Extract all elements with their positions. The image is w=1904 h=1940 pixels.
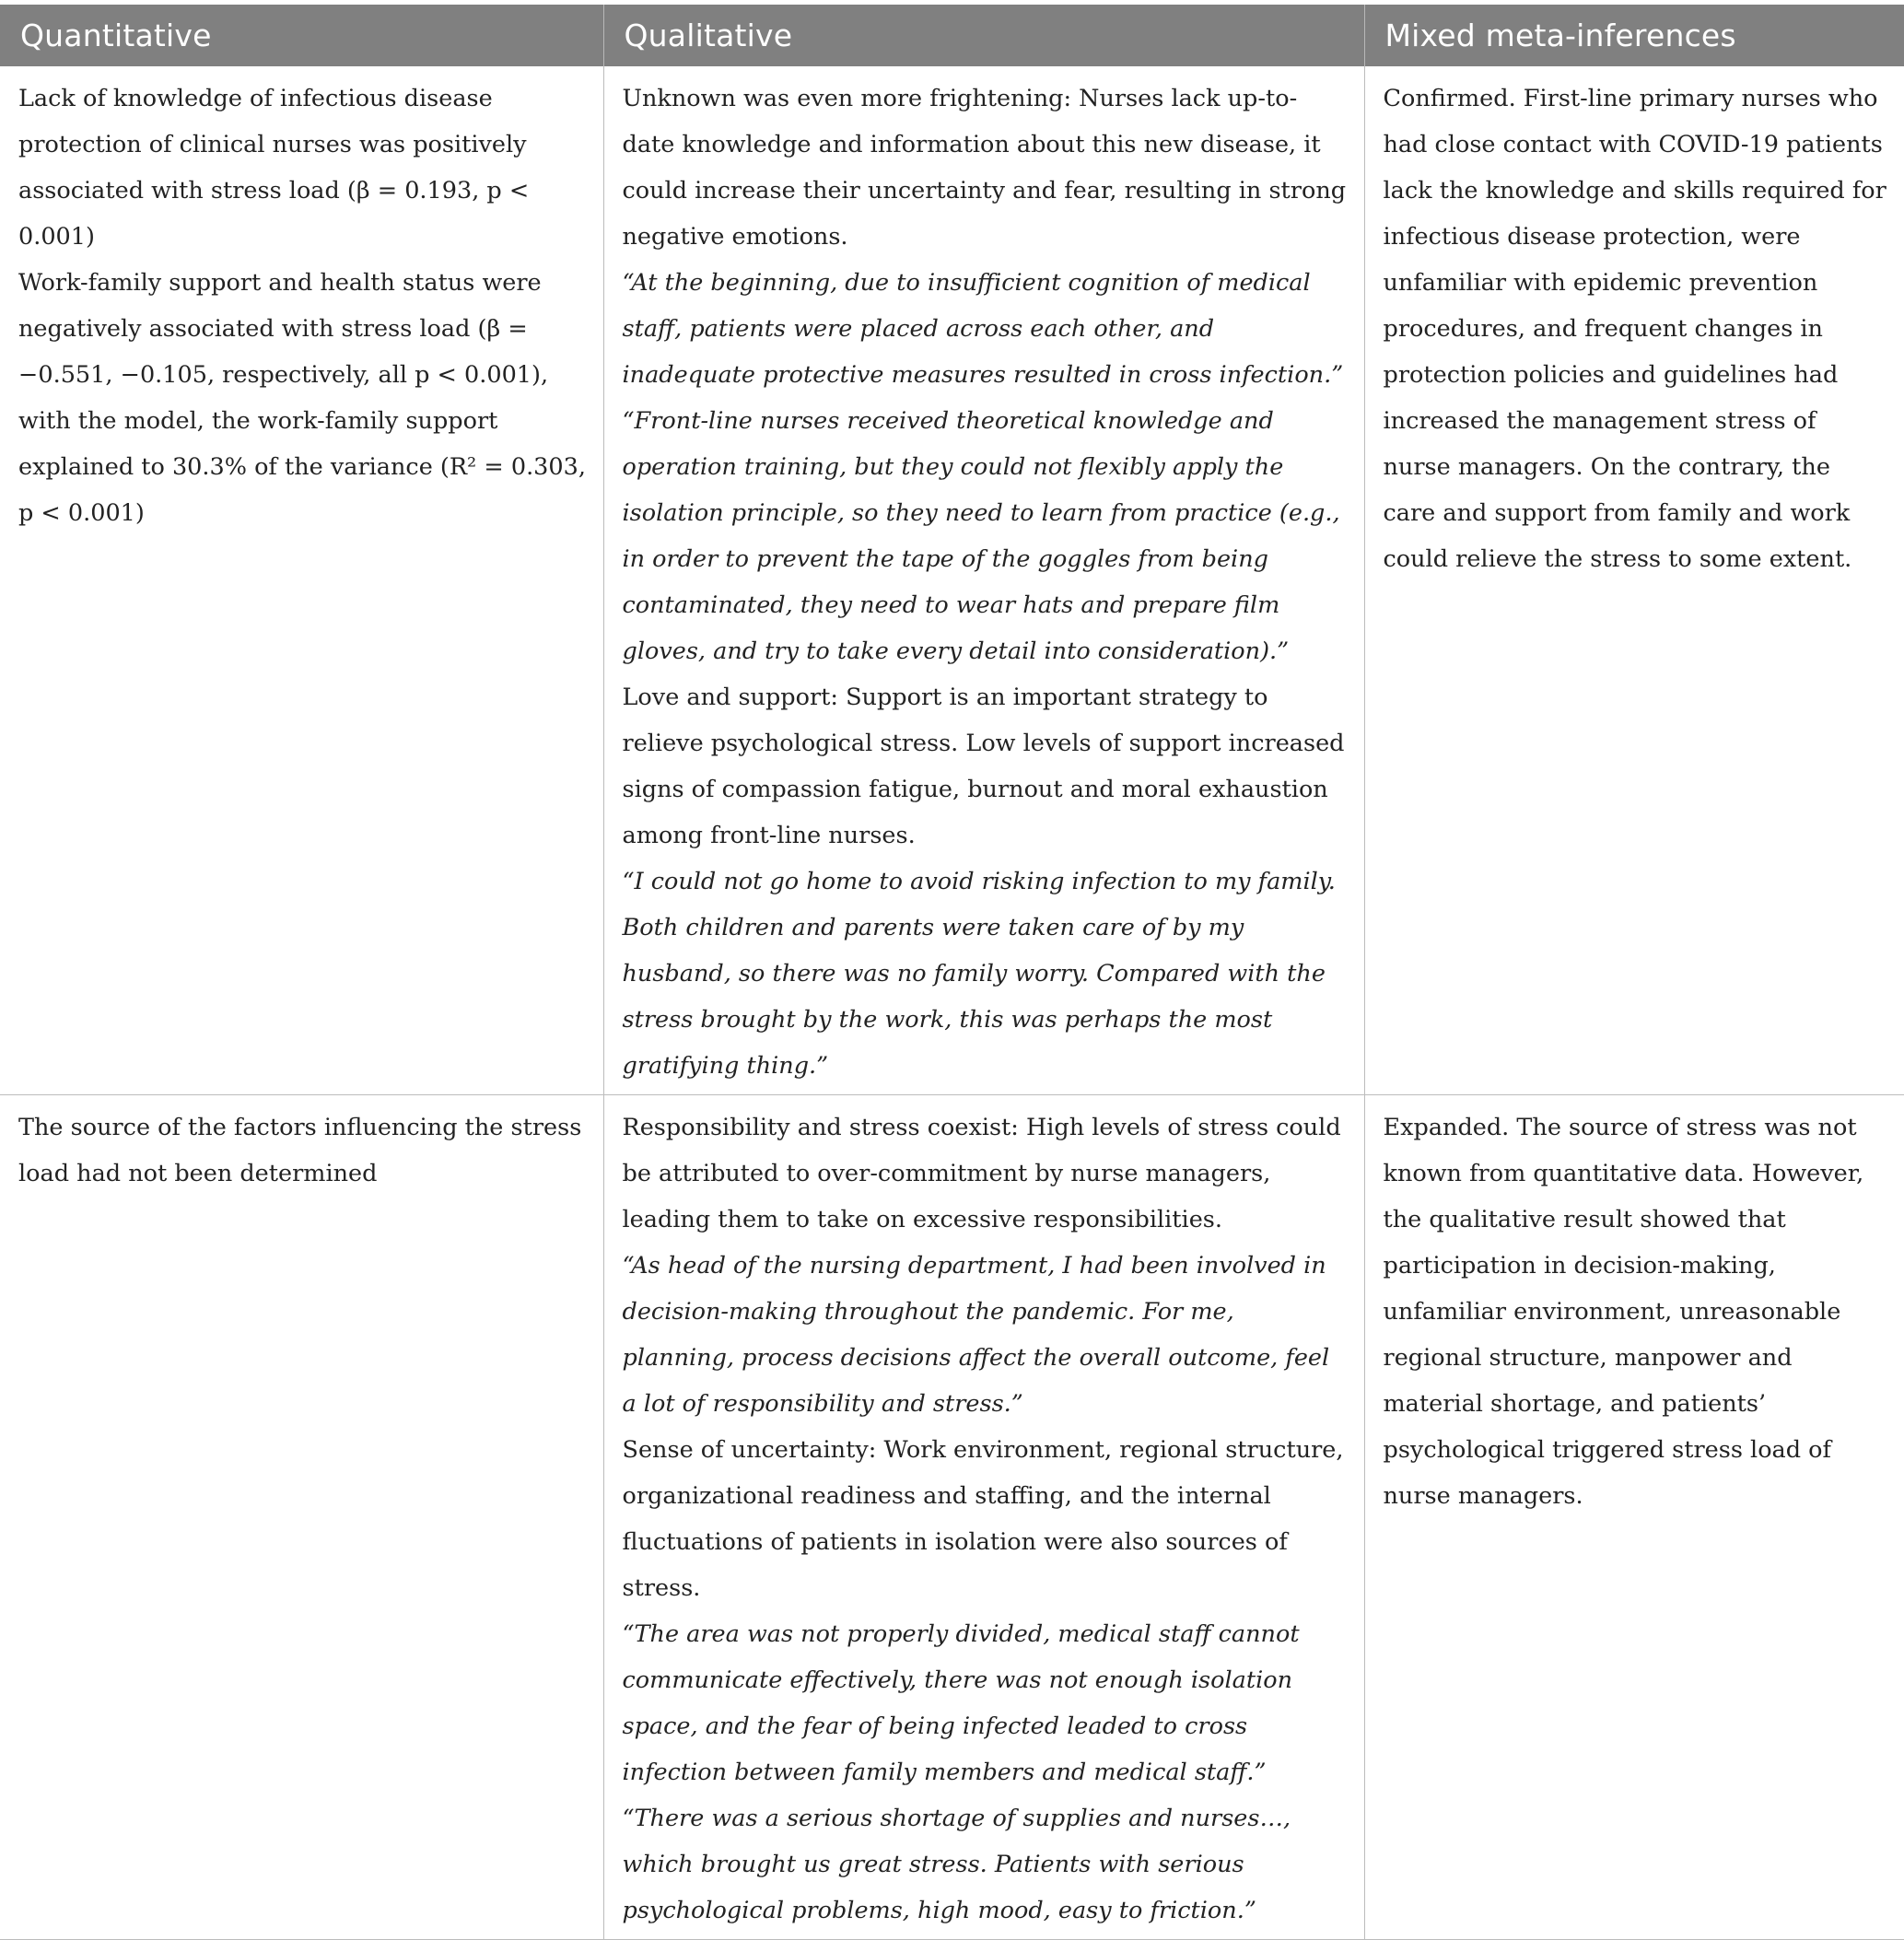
qualitative-theme: Sense of uncertainty: Work environment, regional structure, organizational readiness and staffing, and the internal fluctuations of patients in isolation were also sources of stress. [622,1436,1344,1602]
qualitative-theme: Unknown was even more frightening: Nurses lack up-to-date knowledge and information about this new disease, it could increase their uncertainty and fear, resulting in strong negative emotions. [622,85,1347,251]
table-row [0,66,1904,1095]
qualitative-quote: “The area was not properly divided, medical staff cannot communicate effectively, there was not enough isolation space, and the fear of being infected leaded to cross infection between family members and medical staff.” [622,1620,1300,1786]
quantitative-finding: The source of the factors influencing the stress load had not been determined [18,1114,582,1187]
cell-qualitative [603,1095,1364,1940]
quantitative-finding: Work-family support and health status were negatively associated with stress load (β = −0.551, −0.105, respectively, all p < 0.001), with the model, the work-family support explained to 30.3% of the variance (R² = 0.303, p < 0.001) [18,269,586,527]
qualitative-quote: “There was a serious shortage of supplies and nurses…, which brought us great stress. Patients with serious psychological problems, high mood, easy to friction.” [622,1805,1291,1924]
header-qualitative: Qualitative [603,5,1364,66]
table-row [0,1095,1904,1940]
qualitative-theme: Love and support: Support is an important strategy to relieve psychological stress. Low levels of support increased signs of compassion fatigue, burnout and moral exhaustion among front-line nurses. [622,684,1345,849]
cell-mixed-meta-inference [1364,1095,1904,1940]
cell-mixed-meta-inference [1364,66,1904,1095]
meta-inference-text: Expanded. The source of stress was not known from quantitative data. However, the qualitative result showed that participation in decision-making, unfamiliar environment, unreasonable regional structure, manpower and material shortage, and patients’ psychological triggered stress load of nurse managers. [1383,1114,1864,1510]
cell-quantitative [0,1095,603,1940]
qualitative-theme: Responsibility and stress coexist: High levels of stress could be attributed to over-commitment by nurse managers, leading them to take on excessive responsibilities. [622,1114,1341,1233]
mixed-methods-table [0,5,1904,1940]
qualitative-quote: “Front-line nurses received theoretical knowledge and operation training, but they could not flexibly apply the isolation principle, so they need to learn from practice (e.g., in order to prevent the tape of the goggles from being contaminated, they need to wear hats and prepare film gloves, and try to take every detail into consideration).” [622,407,1340,665]
meta-inference-text: Confirmed. First-line primary nurses who had close contact with COVID-19 patients lack the knowledge and skills required for infectious disease protection, were unfamiliar with epidemic prevention procedures, and frequent changes in protection policies and guidelines had increased the management stress of nurse managers. On the contrary, the care and support from family and work could relieve the stress to some extent. [1383,85,1886,573]
cell-qualitative [603,66,1364,1095]
cell-quantitative [0,66,603,1095]
qualitative-quote: “At the beginning, due to insufficient cognition of medical staff, patients were placed across each other, and inadequate protective measures resulted in cross infection.” [622,269,1344,389]
quantitative-finding: Lack of knowledge of infectious disease protection of clinical nurses was positively associated with stress load (β = 0.193, p < 0.001) [18,85,530,251]
header-row [0,5,1904,66]
header-mixed-meta-inferences: Mixed meta-inferences [1364,5,1904,66]
header-quantitative: Quantitative [0,5,603,66]
qualitative-quote: “As head of the nursing department, I had been involved in decision-making throughout the pandemic. For me, planning, process decisions affect the overall outcome, feel a lot of responsibility and stress.” [622,1252,1330,1418]
qualitative-quote: “I could not go home to avoid risking infection to my family. Both children and parents were taken care of by my husband, so there was no family worry. Compared with the stress brought by the work, this was perhaps the most gratifying thing.” [622,868,1336,1080]
